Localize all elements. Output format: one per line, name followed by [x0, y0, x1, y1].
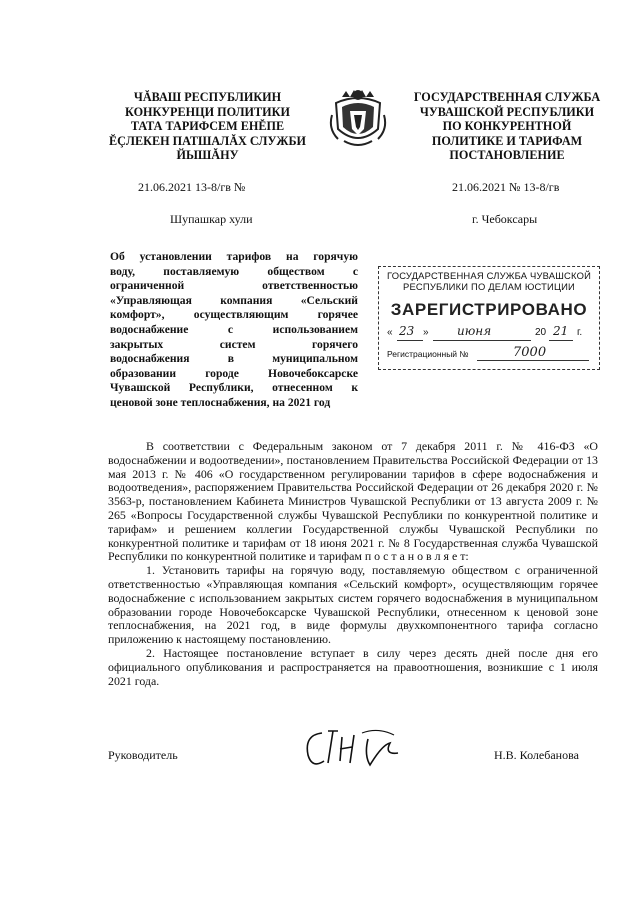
stamp-number-line: [385, 345, 593, 365]
title-line: «Управляющая компания «Сельский: [110, 293, 358, 307]
header-right-line: ГОСУДАРСТВЕННАЯ СЛУЖБА: [413, 90, 601, 104]
title-line: водоснабжение с использованием: [110, 322, 358, 336]
stamp-org-line: РЕСПУБЛИКИ ПО ДЕЛАМ ЮСТИЦИИ: [403, 281, 575, 292]
document-title: [110, 250, 358, 411]
body-paragraph: 2. Настоящее постановление вступает в силу через десять дней после дня его официального опубликования и распространяется на правоотношения, возникшие с 1 июля 2021 года.: [108, 645, 598, 688]
header-right-line: ЧУВАШСКОЙ РЕСПУБЛИКИ: [419, 104, 595, 119]
right-date: 21.06.2021 № 13-8/гв: [452, 180, 560, 194]
header-left-line: КОНКУРЕНЦИ ПОЛИТИКИ: [125, 104, 290, 119]
stamp-year-underline: [549, 340, 573, 341]
stamp-year-prefix: 20: [535, 327, 547, 338]
body-paragraph: В соответствии с Федеральным законом от 7 декабря 2011 г. № 416-ФЗ «О водоснабжении и водоотведении», постановлением Правительства Российской Федерации от 13 мая 2013 г. № 406 «О государственном регулировании тарифов в сфере водоснабжения и водоотведения», распоряжением Правительства Российской Федерации от 26 декабря 2020 г. № 3563-р, постановлением Кабинета Министров Чувашской Республики от 13 августа 2009 г. № 265 «Вопросы Государственной службы Чувашской Республики по конкурентной политике и тарифам» и решением коллегии Государственной службы Чувашской Республики по конкурентной политике и тарифам от 18 июня 2021 г. № 8 Государственная служба Чувашской Республики по конкурентной политике и тарифам п о с т а н о в л я е т:: [108, 439, 598, 564]
stamp-date-line: [385, 324, 593, 343]
stamp-reg-number: 7000: [513, 345, 547, 360]
left-city: Шупашкар хули: [170, 212, 253, 226]
header-left-chuvash: [90, 90, 325, 163]
signatory-position: Руководитель: [108, 748, 178, 762]
signature-icon: [298, 725, 410, 771]
stamp-registered: ЗАРЕГИСТРИРОВАНО: [390, 300, 588, 319]
title-line: водоснабжения в муниципальном: [110, 352, 358, 366]
header-left-line: ТАТА ТАРИФСЕМ ЕНĔПЕ: [130, 119, 285, 133]
left-date: 21.06.2021 13-8/гв №: [138, 180, 246, 194]
stamp-open-quote: «: [387, 327, 393, 338]
header-left-line: ЙЫШĂНУ: [176, 148, 239, 162]
document-body: [108, 440, 598, 688]
title-line: ограниченной ответственностью: [110, 279, 358, 293]
title-line: Чувашской Республики, отнесенном к: [110, 381, 358, 395]
stamp-close-quote: »: [423, 327, 429, 338]
title-line: воду, поставляемую обществом с: [110, 264, 358, 278]
title-line: закрытых систем горячего: [110, 337, 358, 351]
header-right-line: ПОСТАНОВЛЕНИЕ: [449, 148, 565, 162]
coat-of-arms-icon: [328, 85, 388, 151]
header-right-line: ПОЛИТИКЕ И ТАРИФАМ: [431, 133, 583, 148]
header-right-russian: [392, 90, 622, 163]
stamp-number-underline: [477, 360, 589, 361]
stamp-organization: [379, 270, 599, 292]
header-right-line: ПО КОНКУРЕНТНОЙ: [442, 119, 572, 133]
title-line: образовании городе Новочебоксарске: [110, 366, 358, 380]
title-line: Об установлении тарифов на горячую: [110, 250, 358, 263]
title-line: ценовой зоне теплоснабжения, на 2021 год: [110, 395, 331, 409]
registration-stamp: [378, 266, 600, 370]
stamp-reg-label: Регистрационный №: [387, 349, 469, 359]
stamp-year-suffix: 21: [553, 324, 569, 338]
header-left-line: ЧĂВАШ РЕСПУБЛИКИН: [133, 90, 282, 104]
right-city: г. Чебоксары: [472, 212, 538, 226]
stamp-year-unit: г.: [577, 327, 583, 338]
stamp-month-underline: [433, 340, 531, 341]
signatory-name: Н.В. Колебанова: [494, 748, 579, 762]
stamp-org-line: ГОСУДАРСТВЕННАЯ СЛУЖБА ЧУВАШСКОЙ: [386, 270, 592, 281]
title-line: комфорт», осуществляющим горячее: [110, 308, 358, 322]
stamp-day: 23: [399, 324, 415, 338]
stamp-day-underline: [397, 340, 423, 341]
body-paragraph: 1. Установить тарифы на горячую воду, поставляемую обществом с ограниченной ответственностью «Управляющая компания «Сельский комфорт», осуществляющим горячее водоснабжение с использованием закрытых систем горячего водоснабжения в муниципальном образовании городе Новочебоксарске Чувашской Республики, отнесенном к ценовой зоне теплоснабжения, на 2021 год, в виде формулы двухкомпонентного тарифа согласно приложению к настоящему постановлению.: [108, 563, 598, 647]
header-left-line: ĔÇЛЕКЕН ПАТШАЛĂХ СЛУЖБИ: [109, 133, 306, 148]
stamp-month: июня: [457, 324, 492, 338]
